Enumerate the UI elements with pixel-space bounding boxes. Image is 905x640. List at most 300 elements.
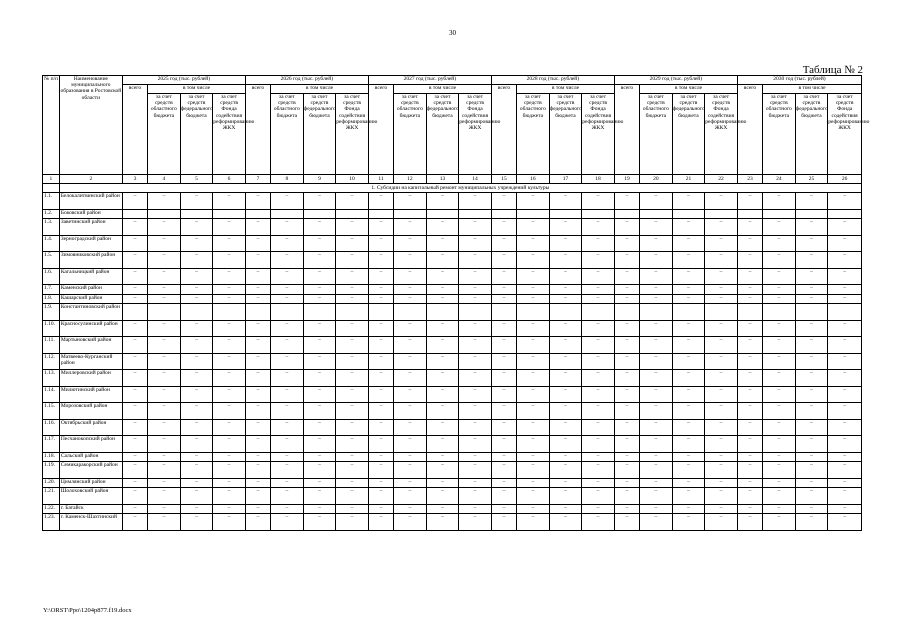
- value-cell: –: [180, 252, 213, 269]
- table-row: [43, 193, 862, 210]
- value-cell: –: [122, 488, 147, 505]
- value-cell: –: [394, 419, 427, 436]
- value-cell: –: [614, 462, 639, 479]
- value-cell: –: [672, 419, 705, 436]
- header-source: за счет средств областного бюджета: [517, 94, 550, 175]
- value-cell: –: [245, 452, 270, 462]
- section-row: [43, 184, 862, 193]
- value-cell: –: [737, 419, 762, 436]
- value-cell: –: [795, 320, 828, 337]
- value-cell: –: [394, 294, 427, 304]
- row-municipality: Красносулинский район: [59, 320, 122, 337]
- value-cell: –: [640, 386, 673, 403]
- header-year: 2026 год (тыс. рублей): [245, 76, 368, 85]
- column-index: 5: [180, 175, 213, 184]
- value-cell: –: [394, 285, 427, 295]
- value-cell: –: [549, 419, 582, 436]
- value-cell: –: [245, 337, 270, 354]
- column-index: 21: [672, 175, 705, 184]
- value-cell: –: [303, 462, 336, 479]
- value-cell: –: [491, 403, 516, 420]
- value-cell: –: [394, 337, 427, 354]
- value-cell: –: [245, 436, 270, 453]
- row-number: 1.5.: [43, 252, 60, 269]
- value-cell: [148, 209, 181, 219]
- value-cell: –: [245, 462, 270, 479]
- value-cell: –: [672, 337, 705, 354]
- value-cell: –: [640, 219, 673, 236]
- value-cell: –: [368, 514, 393, 531]
- value-cell: –: [303, 370, 336, 387]
- value-cell: –: [705, 294, 738, 304]
- value-cell: –: [763, 488, 796, 505]
- value-cell: –: [672, 353, 705, 370]
- value-cell: –: [763, 193, 796, 210]
- value-cell: –: [672, 504, 705, 514]
- header-municipality: Наименование муниципального образования в Ростовской области: [59, 76, 122, 175]
- table-row: [43, 285, 862, 295]
- value-cell: –: [245, 320, 270, 337]
- value-cell: –: [517, 419, 550, 436]
- value-cell: –: [491, 478, 516, 488]
- value-cell: [549, 304, 582, 321]
- header-including: в том числе: [271, 85, 369, 94]
- value-cell: –: [426, 235, 459, 252]
- value-cell: –: [763, 252, 796, 269]
- value-cell: –: [582, 436, 615, 453]
- value-cell: –: [180, 294, 213, 304]
- value-cell: –: [459, 462, 492, 479]
- value-cell: –: [640, 419, 673, 436]
- value-cell: –: [795, 514, 828, 531]
- value-cell: –: [303, 219, 336, 236]
- value-cell: –: [148, 386, 181, 403]
- row-municipality: Семикаракорский район: [59, 462, 122, 479]
- value-cell: –: [303, 294, 336, 304]
- value-cell: –: [426, 403, 459, 420]
- value-cell: –: [614, 478, 639, 488]
- header-source: за счет средств федерального бюджета: [426, 94, 459, 175]
- value-cell: –: [271, 452, 304, 462]
- value-cell: [271, 304, 304, 321]
- value-cell: –: [614, 235, 639, 252]
- value-cell: –: [303, 514, 336, 531]
- value-cell: –: [672, 452, 705, 462]
- table-row: [43, 304, 862, 321]
- value-cell: –: [828, 419, 862, 436]
- value-cell: –: [271, 268, 304, 285]
- value-cell: –: [271, 320, 304, 337]
- value-cell: –: [737, 452, 762, 462]
- value-cell: –: [303, 403, 336, 420]
- value-cell: –: [795, 268, 828, 285]
- value-cell: –: [705, 193, 738, 210]
- value-cell: –: [795, 478, 828, 488]
- value-cell: –: [640, 285, 673, 295]
- row-number: 1.11.: [43, 337, 60, 354]
- value-cell: –: [271, 193, 304, 210]
- value-cell: –: [828, 193, 862, 210]
- value-cell: –: [491, 488, 516, 505]
- value-cell: –: [491, 337, 516, 354]
- value-cell: –: [245, 419, 270, 436]
- value-cell: [795, 209, 828, 219]
- value-cell: –: [582, 337, 615, 354]
- value-cell: –: [582, 294, 615, 304]
- value-cell: –: [614, 285, 639, 295]
- value-cell: [459, 304, 492, 321]
- value-cell: –: [672, 436, 705, 453]
- value-cell: –: [491, 219, 516, 236]
- value-cell: –: [517, 294, 550, 304]
- header-including: в том числе: [517, 85, 615, 94]
- value-cell: –: [517, 320, 550, 337]
- value-cell: –: [582, 514, 615, 531]
- value-cell: –: [180, 403, 213, 420]
- value-cell: –: [582, 353, 615, 370]
- value-cell: [705, 209, 738, 219]
- column-index: 25: [795, 175, 828, 184]
- value-cell: –: [394, 268, 427, 285]
- value-cell: –: [672, 514, 705, 531]
- header-source: за счет средств областного бюджета: [394, 94, 427, 175]
- value-cell: –: [122, 193, 147, 210]
- value-cell: [705, 304, 738, 321]
- value-cell: –: [517, 219, 550, 236]
- value-cell: –: [517, 452, 550, 462]
- value-cell: –: [549, 320, 582, 337]
- value-cell: –: [795, 488, 828, 505]
- value-cell: –: [368, 478, 393, 488]
- value-cell: [148, 304, 181, 321]
- value-cell: –: [148, 294, 181, 304]
- value-cell: –: [614, 386, 639, 403]
- value-cell: –: [213, 235, 246, 252]
- value-cell: –: [245, 268, 270, 285]
- value-cell: –: [426, 370, 459, 387]
- value-cell: –: [368, 462, 393, 479]
- table-row: [43, 386, 862, 403]
- value-cell: –: [549, 193, 582, 210]
- header-source: за счет средств областного бюджета: [148, 94, 181, 175]
- value-cell: –: [303, 504, 336, 514]
- value-cell: –: [122, 337, 147, 354]
- value-cell: –: [459, 252, 492, 269]
- value-cell: –: [517, 252, 550, 269]
- value-cell: –: [148, 320, 181, 337]
- row-municipality: Константиновский район: [59, 304, 122, 321]
- value-cell: –: [828, 370, 862, 387]
- value-cell: –: [336, 462, 369, 479]
- value-cell: –: [672, 252, 705, 269]
- value-cell: –: [122, 294, 147, 304]
- value-cell: –: [737, 235, 762, 252]
- value-cell: –: [213, 285, 246, 295]
- value-cell: –: [303, 235, 336, 252]
- value-cell: –: [394, 436, 427, 453]
- value-cell: –: [549, 386, 582, 403]
- header-number: № п/п: [43, 76, 60, 175]
- value-cell: –: [491, 370, 516, 387]
- value-cell: –: [426, 514, 459, 531]
- value-cell: –: [336, 478, 369, 488]
- value-cell: –: [180, 285, 213, 295]
- value-cell: –: [394, 386, 427, 403]
- value-cell: –: [245, 504, 270, 514]
- column-index: 7: [245, 175, 270, 184]
- value-cell: –: [517, 386, 550, 403]
- value-cell: –: [459, 386, 492, 403]
- row-municipality: Мартыновский район: [59, 337, 122, 354]
- header-source: за счет средств федерального бюджета: [672, 94, 705, 175]
- value-cell: –: [213, 478, 246, 488]
- value-cell: –: [336, 514, 369, 531]
- table-row: [43, 419, 862, 436]
- value-cell: –: [705, 353, 738, 370]
- table-row: [43, 452, 862, 462]
- value-cell: [394, 209, 427, 219]
- value-cell: –: [517, 337, 550, 354]
- value-cell: –: [672, 370, 705, 387]
- value-cell: –: [795, 285, 828, 295]
- value-cell: –: [737, 337, 762, 354]
- value-cell: –: [459, 504, 492, 514]
- value-cell: –: [148, 235, 181, 252]
- value-cell: –: [763, 353, 796, 370]
- value-cell: –: [672, 219, 705, 236]
- value-cell: –: [491, 452, 516, 462]
- header-source: за счет средств Фонда содействия реформированию ЖКХ: [459, 94, 492, 175]
- value-cell: –: [795, 452, 828, 462]
- value-cell: –: [148, 462, 181, 479]
- value-cell: –: [303, 478, 336, 488]
- value-cell: –: [271, 419, 304, 436]
- header-total: всего: [245, 85, 270, 175]
- value-cell: –: [368, 488, 393, 505]
- value-cell: –: [122, 320, 147, 337]
- value-cell: –: [828, 235, 862, 252]
- value-cell: –: [303, 285, 336, 295]
- value-cell: –: [582, 320, 615, 337]
- value-cell: –: [394, 193, 427, 210]
- value-cell: –: [213, 268, 246, 285]
- value-cell: –: [271, 252, 304, 269]
- value-cell: [517, 209, 550, 219]
- value-cell: –: [705, 452, 738, 462]
- value-cell: [368, 304, 393, 321]
- row-number: 1.2.: [43, 209, 60, 219]
- value-cell: –: [737, 386, 762, 403]
- value-cell: –: [795, 337, 828, 354]
- value-cell: –: [491, 514, 516, 531]
- value-cell: –: [459, 353, 492, 370]
- table-row: [43, 353, 862, 370]
- value-cell: –: [795, 294, 828, 304]
- value-cell: –: [672, 386, 705, 403]
- value-cell: –: [705, 337, 738, 354]
- value-cell: –: [368, 504, 393, 514]
- value-cell: –: [491, 386, 516, 403]
- value-cell: –: [213, 320, 246, 337]
- value-cell: –: [213, 514, 246, 531]
- header-source: за счет средств Фонда содействия реформированию ЖКХ: [582, 94, 615, 175]
- value-cell: –: [491, 235, 516, 252]
- header-source: за счет средств областного бюджета: [271, 94, 304, 175]
- value-cell: –: [180, 353, 213, 370]
- header-total: всего: [614, 85, 639, 175]
- value-cell: –: [148, 337, 181, 354]
- value-cell: –: [614, 337, 639, 354]
- value-cell: –: [213, 403, 246, 420]
- value-cell: –: [737, 504, 762, 514]
- value-cell: –: [303, 386, 336, 403]
- value-cell: –: [368, 436, 393, 453]
- value-cell: –: [336, 488, 369, 505]
- value-cell: –: [763, 419, 796, 436]
- value-cell: –: [640, 235, 673, 252]
- value-cell: –: [582, 268, 615, 285]
- value-cell: –: [828, 403, 862, 420]
- value-cell: –: [517, 462, 550, 479]
- value-cell: –: [459, 478, 492, 488]
- value-cell: –: [426, 436, 459, 453]
- value-cell: –: [705, 436, 738, 453]
- value-cell: –: [640, 320, 673, 337]
- value-cell: –: [213, 419, 246, 436]
- table-row: [43, 478, 862, 488]
- value-cell: –: [491, 294, 516, 304]
- value-cell: –: [213, 294, 246, 304]
- value-cell: –: [368, 294, 393, 304]
- value-cell: –: [336, 320, 369, 337]
- value-cell: –: [180, 337, 213, 354]
- value-cell: –: [271, 478, 304, 488]
- value-cell: –: [672, 462, 705, 479]
- value-cell: –: [122, 478, 147, 488]
- value-cell: [737, 304, 762, 321]
- value-cell: –: [122, 370, 147, 387]
- value-cell: –: [705, 320, 738, 337]
- page-number: 30: [449, 29, 456, 37]
- value-cell: –: [148, 452, 181, 462]
- value-cell: –: [148, 370, 181, 387]
- value-cell: –: [737, 462, 762, 479]
- row-number: 1.9.: [43, 304, 60, 321]
- column-index: 10: [336, 175, 369, 184]
- value-cell: –: [148, 488, 181, 505]
- value-cell: –: [213, 452, 246, 462]
- value-cell: –: [828, 514, 862, 531]
- header-total: всего: [122, 85, 147, 175]
- value-cell: –: [394, 353, 427, 370]
- value-cell: –: [245, 514, 270, 531]
- value-cell: –: [426, 252, 459, 269]
- value-cell: –: [122, 386, 147, 403]
- value-cell: [828, 209, 862, 219]
- value-cell: –: [549, 436, 582, 453]
- value-cell: –: [336, 285, 369, 295]
- value-cell: –: [394, 514, 427, 531]
- value-cell: –: [180, 436, 213, 453]
- value-cell: –: [614, 193, 639, 210]
- value-cell: [426, 304, 459, 321]
- column-index: 3: [122, 175, 147, 184]
- value-cell: –: [517, 193, 550, 210]
- value-cell: –: [303, 353, 336, 370]
- value-cell: –: [394, 488, 427, 505]
- value-cell: –: [763, 478, 796, 488]
- value-cell: –: [640, 403, 673, 420]
- value-cell: –: [763, 320, 796, 337]
- value-cell: –: [614, 219, 639, 236]
- value-cell: –: [763, 452, 796, 462]
- value-cell: –: [368, 235, 393, 252]
- header-source: за счет средств Фонда содействия реформированию ЖКХ: [336, 94, 369, 175]
- value-cell: –: [271, 353, 304, 370]
- value-cell: –: [517, 478, 550, 488]
- column-index: 26: [828, 175, 862, 184]
- row-number: 1.8.: [43, 294, 60, 304]
- value-cell: –: [148, 193, 181, 210]
- row-municipality: г. Каменск-Шахтинский: [59, 514, 122, 531]
- value-cell: –: [122, 419, 147, 436]
- value-cell: –: [303, 452, 336, 462]
- value-cell: –: [582, 403, 615, 420]
- value-cell: –: [336, 353, 369, 370]
- value-cell: –: [245, 285, 270, 295]
- header-source: за счет средств Фонда содействия реформированию ЖКХ: [213, 94, 246, 175]
- header-year: 2028 год (тыс. рублей): [491, 76, 614, 85]
- value-cell: –: [705, 285, 738, 295]
- row-number: 1.13.: [43, 370, 60, 387]
- value-cell: –: [122, 252, 147, 269]
- value-cell: –: [549, 353, 582, 370]
- value-cell: –: [394, 452, 427, 462]
- value-cell: –: [491, 436, 516, 453]
- header-source: за счет средств федерального бюджета: [795, 94, 828, 175]
- value-cell: –: [582, 488, 615, 505]
- value-cell: –: [549, 514, 582, 531]
- value-cell: –: [148, 268, 181, 285]
- value-cell: –: [828, 268, 862, 285]
- table-row: [43, 209, 862, 219]
- value-cell: –: [640, 478, 673, 488]
- value-cell: –: [614, 252, 639, 269]
- value-cell: –: [737, 193, 762, 210]
- value-cell: –: [705, 219, 738, 236]
- row-number: 1.6.: [43, 268, 60, 285]
- value-cell: –: [582, 235, 615, 252]
- row-municipality: Песчанокопский район: [59, 436, 122, 453]
- value-cell: –: [245, 294, 270, 304]
- value-cell: –: [336, 419, 369, 436]
- value-cell: –: [828, 337, 862, 354]
- table-row: [43, 337, 862, 354]
- value-cell: –: [763, 504, 796, 514]
- value-cell: –: [336, 252, 369, 269]
- value-cell: –: [394, 403, 427, 420]
- value-cell: –: [213, 462, 246, 479]
- row-number: 1.20.: [43, 478, 60, 488]
- value-cell: –: [763, 219, 796, 236]
- value-cell: –: [426, 294, 459, 304]
- value-cell: –: [737, 268, 762, 285]
- value-cell: [271, 209, 304, 219]
- value-cell: –: [245, 353, 270, 370]
- value-cell: –: [763, 514, 796, 531]
- value-cell: –: [828, 462, 862, 479]
- value-cell: –: [672, 488, 705, 505]
